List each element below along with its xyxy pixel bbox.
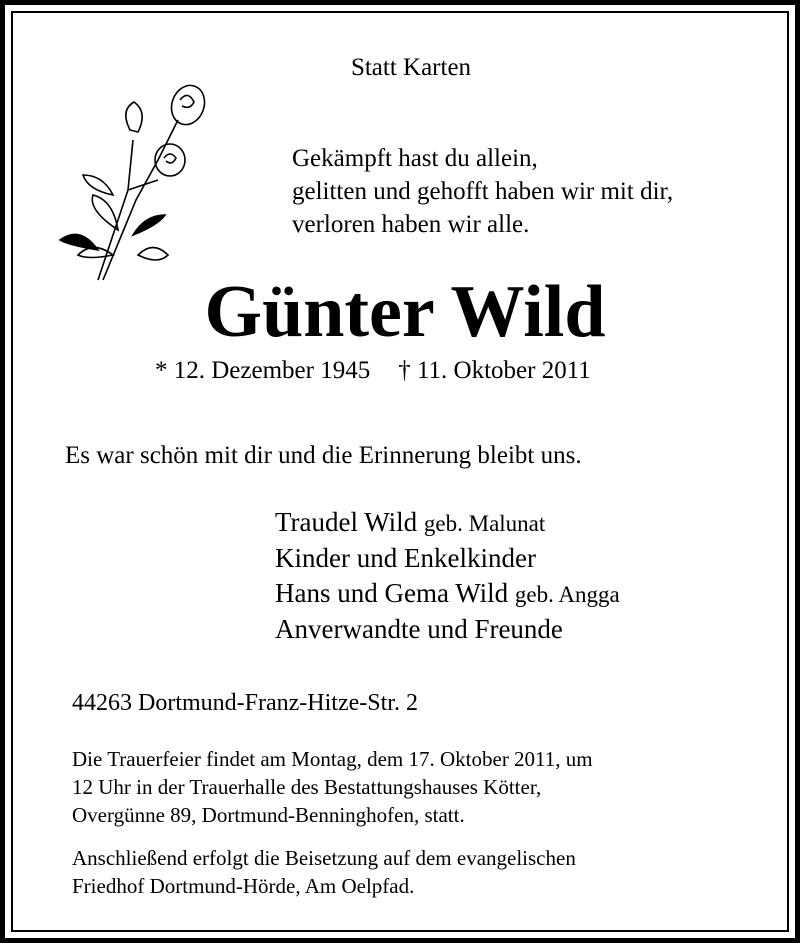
- family-member: Hans und Gema Wild geb. Angga: [275, 578, 620, 608]
- poem-line: verloren haben wir alle.: [292, 211, 530, 238]
- header-statt-karten: Statt Karten: [350, 54, 472, 81]
- death-date: † 11. Oktober 2011: [398, 357, 591, 384]
- birth-date: * 12. Dezember 1945: [155, 357, 371, 384]
- burial-info: Anschließend erfolgt die Beisetzung auf dem evangelischen Friedhof Dortmund-Hörde, Am Oelpfad.: [72, 846, 576, 898]
- poem: [292, 142, 673, 241]
- poem-line: Gekämpft hast du allein,: [292, 145, 538, 172]
- memory-line: Es war schön mit dir und die Erinnerung bleibt uns.: [65, 442, 582, 469]
- deceased-name: Günter Wild: [204, 271, 606, 353]
- family-member: Kinder und Enkelkinder: [275, 543, 536, 573]
- ceremony-info: Die Trauerfeier findet am Montag, dem 17. Oktober 2011, um 12 Uhr in der Trauerhalle des Bestattungshauses Kötter, Overgünne 89, Dortmund-Benninghofen, statt.: [72, 747, 593, 827]
- life-dates: [155, 357, 591, 385]
- address: 44263 Dortmund-Franz-Hitze-Str. 2: [72, 690, 418, 716]
- family-list: [275, 505, 620, 647]
- family-member: Anverwandte und Freunde: [275, 614, 563, 644]
- family-member: Traudel Wild geb. Malunat: [275, 507, 546, 537]
- poem-line: gelitten und gehofft haben wir mit dir,: [292, 178, 674, 205]
- rose-illustration: [58, 80, 208, 290]
